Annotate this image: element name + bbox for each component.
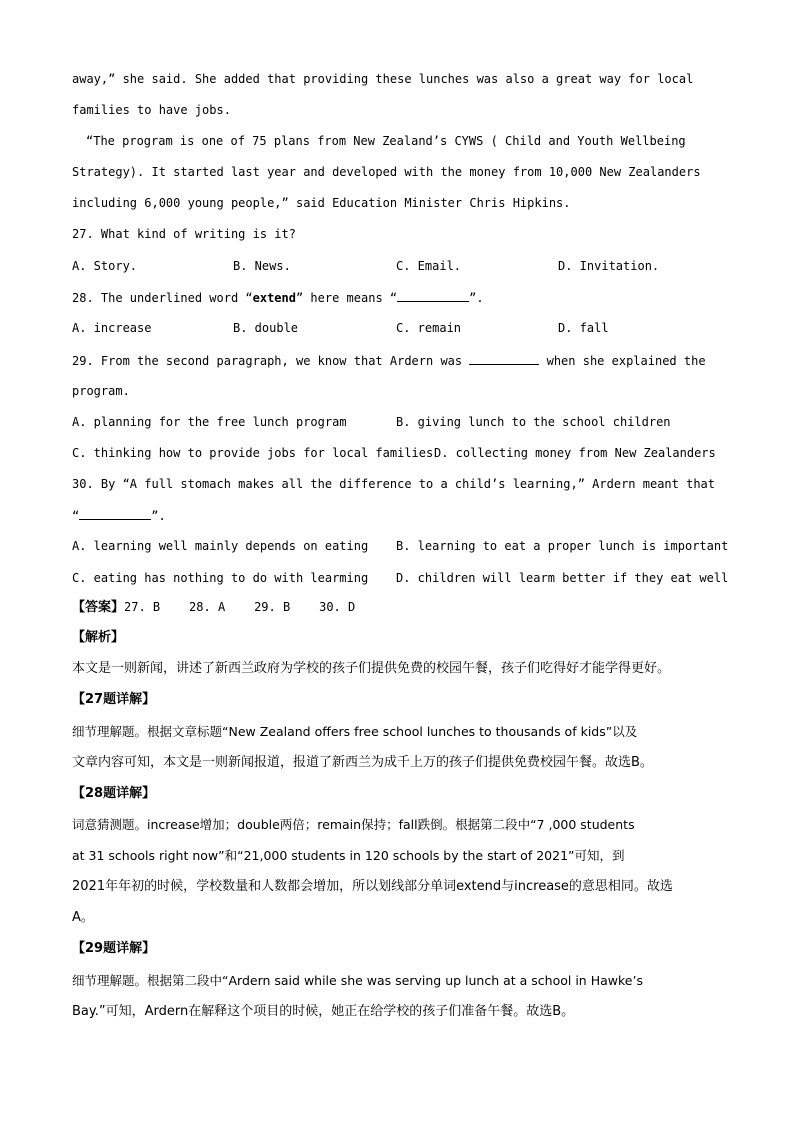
- passage-line: Strategy). It started last year and developed with the money from 10,000 New Zealanders: [72, 165, 701, 179]
- option-d: D. Invitation.: [558, 259, 660, 273]
- detail-29-text: 细节理解题。根据第二段中“Ardern said while she was serving up lunch at a school in Hawke’s: [72, 973, 643, 988]
- answer-27: 27. B: [124, 600, 161, 614]
- option-b: B. News.: [233, 259, 291, 273]
- option-b: B. learning to eat a proper lunch is important: [396, 539, 729, 553]
- detail-29-label: 【29题详解】: [72, 941, 156, 956]
- detail-27-text: 细节理解题。根据文章标题“New Zealand offers free school lunches to thousands of kids”以及: [72, 724, 638, 739]
- answer-line: [72, 599, 722, 616]
- option-c: C. Email.: [396, 259, 462, 273]
- option-c: C. eating has nothing to do with learming: [72, 571, 369, 585]
- passage-line: families to have jobs.: [72, 103, 231, 117]
- option-a: A. increase: [72, 321, 152, 335]
- stem-text: ” here means “: [295, 291, 398, 305]
- detail-28-text: 2021年年初的时候，学校数量和人数都会增加，所以划线部分单词extend与increase的意思相同。故选: [72, 879, 673, 894]
- question-29-stem-cont: program.: [72, 384, 130, 398]
- detail-27-label: 【27题详解】: [72, 692, 156, 707]
- option-d: D. children will learm better if they eat well: [396, 571, 729, 585]
- answer-blank: [469, 352, 539, 365]
- stem-text: when she explained the: [546, 354, 706, 368]
- option-a: A. planning for the free lunch program: [72, 415, 347, 429]
- option-a: A. Story.: [72, 259, 138, 273]
- passage-line: including 6,000 young people,” said Education Minister Chris Hipkins.: [72, 196, 571, 210]
- option-b: B. giving lunch to the school children: [396, 415, 671, 429]
- option-d: D. fall: [558, 321, 609, 335]
- option-c: C. thinking how to provide jobs for local families: [72, 446, 434, 460]
- question-28-stem: [72, 289, 722, 306]
- option-c: C. remain: [396, 321, 462, 335]
- passage-line: “The program is one of 75 plans from New Zealand’s CYWS ( Child and Youth Wellbeing: [86, 134, 686, 148]
- stem-text: ”.: [469, 291, 484, 305]
- answer-label: 【答案】: [72, 600, 125, 615]
- analysis-label: 【解析】: [72, 630, 125, 645]
- stem-text: 29. From the second paragraph, we know that Ardern was: [72, 354, 463, 368]
- answer-30: 30. D: [319, 600, 356, 614]
- question-30-stem: 30. By “A full stomach makes all the difference to a child’s learning,” Ardern meant that: [72, 477, 715, 491]
- answer-28: 28. A: [189, 600, 226, 614]
- option-a: A. learning well mainly depends on eating: [72, 539, 369, 553]
- answer-blank: [397, 289, 469, 302]
- detail-28-text: A。: [72, 910, 94, 925]
- stem-text: 28. The underlined word “: [72, 291, 253, 305]
- question-29-stem: [72, 352, 722, 369]
- detail-28-text: at 31 schools right now”和“21,000 students in 120 schools by the start of 2021”可知，到: [72, 848, 625, 863]
- question-30-stem-cont: [72, 507, 722, 524]
- passage-line: away,” she said. She added that providing these lunches was also a great way for local: [72, 72, 694, 86]
- answer-blank: [79, 507, 151, 520]
- detail-28-label: 【28题详解】: [72, 786, 156, 801]
- detail-29-text: Bay.”可知，Ardern在解释这个项目的时候，她正在给学校的孩子们准备午餐。故选B。: [72, 1004, 575, 1019]
- analysis-summary: 本文是一则新闻，讲述了新西兰政府为学校的孩子们提供免费的校园午餐，孩子们吃得好才能学得更好。: [72, 661, 671, 676]
- option-d: D. collecting money from New Zealanders: [434, 446, 716, 460]
- underlined-word: extend: [252, 291, 296, 305]
- answer-29: 29. B: [254, 600, 291, 614]
- option-b: B. double: [233, 321, 299, 335]
- question-27-stem: 27. What kind of writing is it?: [72, 227, 296, 241]
- detail-27-text: 文章内容可知，本文是一则新闻报道，报道了新西兰为成千上万的孩子们提供免费校园午餐。故选B。: [72, 755, 653, 770]
- stem-text: “: [72, 509, 80, 523]
- stem-text: ”.: [151, 509, 166, 523]
- detail-28-text: 词意猜测题。increase增加；double两倍；remain保持；fall跌倒。根据第二段中“7 ,000 students: [72, 817, 635, 832]
